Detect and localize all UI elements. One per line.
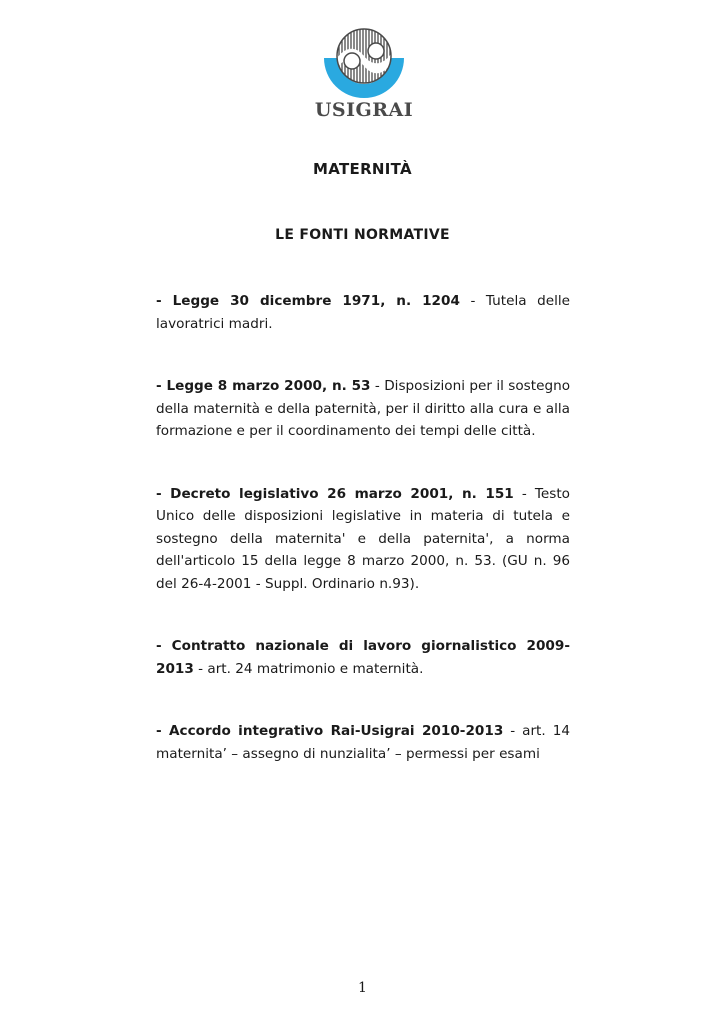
entry-reference: - Accordo integrativo Rai-Usigrai 2010-2013: [156, 723, 504, 739]
logo-wordmark: USIGRAI: [314, 99, 414, 121]
document-subtitle: LE FONTI NORMATIVE: [275, 227, 450, 243]
list-item: [156, 483, 570, 596]
entry-reference: - Decreto legislativo 26 marzo 2001, n. 151: [156, 485, 514, 502]
document-title: MATERNITÀ: [313, 160, 412, 178]
entry-reference: - Legge 8 marzo 2000, n. 53: [156, 378, 371, 394]
page-number: 1: [358, 980, 367, 996]
entry-reference: - Contratto nazionale di lavoro giornalistico 2009-2013: [156, 638, 570, 677]
entry-description: - Testo Unico delle disposizioni legislative in materia di tutela e sostegno della maternita' e della paternita', a norma dell'articolo 15 della legge 8 marzo 2000, n. 53. (GU n. 96 del 26-4-2001 - Suppl. Ordinario n.93).: [156, 485, 570, 592]
usigrai-logo: [310, 24, 418, 124]
list-item: [156, 635, 570, 680]
list-item: [156, 290, 570, 335]
entry-description: - Tutela delle lavoratrici madri.: [156, 293, 570, 332]
list-item: [156, 375, 570, 443]
entry-description: - Disposizioni per il sostegno della maternità e della paternità, per il diritto alla cura e alla formazione e per il coordinamento dei tempi delle città.: [156, 378, 571, 439]
entry-description: - art. 24 matrimonio e maternità.: [193, 660, 424, 677]
entry-reference: - Legge 30 dicembre 1971, n. 1204: [156, 293, 460, 309]
entry-description: - art. 14 maternita’ – assegno di nunzialita’ – permessi per esami: [156, 723, 570, 762]
list-item: [156, 720, 570, 765]
sources-list: [156, 290, 570, 765]
usigrai-emblem-icon: [310, 24, 418, 100]
